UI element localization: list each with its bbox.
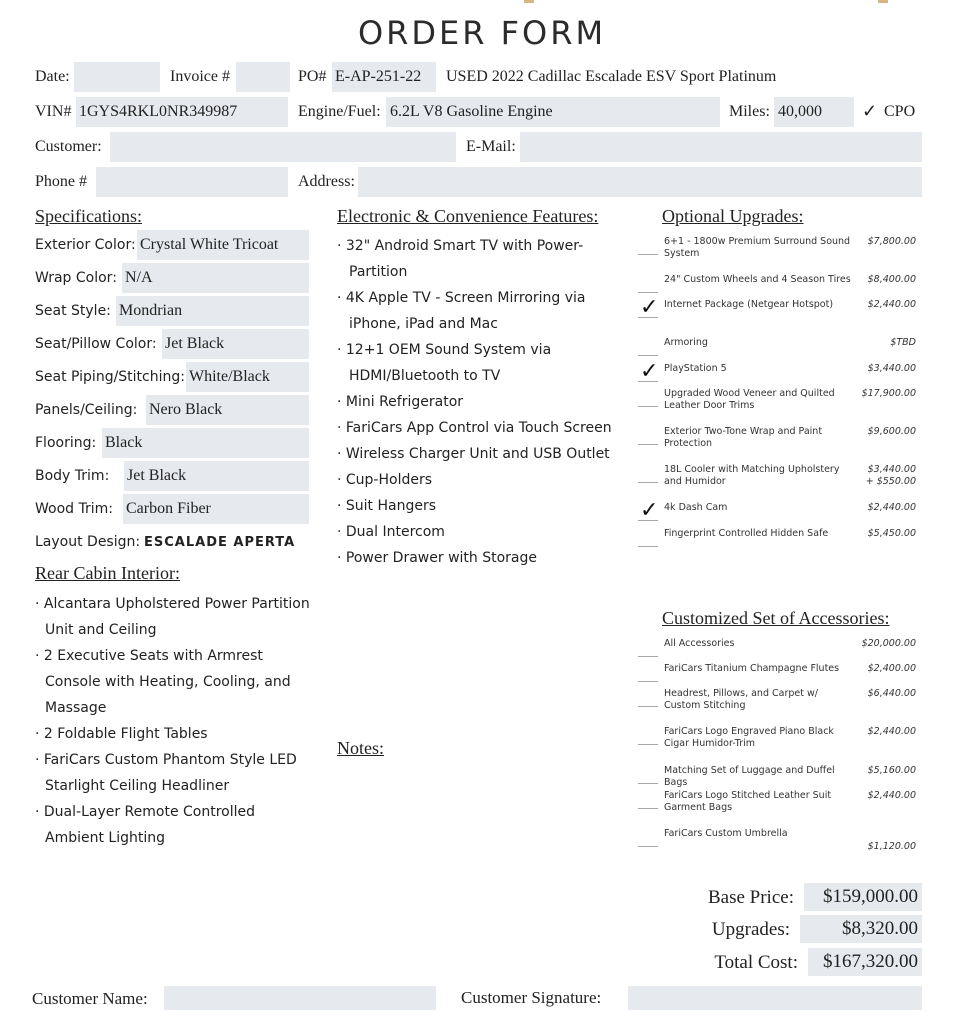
accessory-name: FariCars Titanium Champagne Flutes	[664, 663, 840, 674]
accessory-name: FariCars Custom Umbrella	[664, 828, 788, 839]
spec-label: Seat Style:	[35, 303, 111, 319]
layout-design-value: ESCALADE APERTA	[144, 535, 296, 550]
electronics-heading: Electronic & Convenience Features:	[337, 206, 599, 226]
page-title: ORDER FORM	[357, 14, 607, 52]
upgrade-price: $7,800.00	[867, 236, 916, 247]
list-item: · Mini Refrigerator	[337, 394, 464, 410]
list-item: · Power Drawer with Storage	[337, 550, 537, 566]
customer-signature-field[interactable]	[628, 986, 922, 1010]
rear-cabin-list	[35, 591, 315, 851]
spec-field[interactable]	[116, 296, 309, 326]
accessory-checkbox-line[interactable]	[638, 846, 658, 847]
upgrade-name: 24" Custom Wheels and 4 Season Tires	[664, 274, 851, 285]
total-cost-label: Total Cost:	[714, 952, 798, 973]
customer-label: Customer:	[35, 138, 102, 155]
base-price-value: $159,000.00	[804, 883, 922, 911]
accessory-name: FariCars Logo Stitched Leather Suit Garment Bags	[664, 790, 832, 813]
date-label: Date:	[35, 68, 70, 85]
spec-label: Panels/Ceiling:	[35, 402, 138, 418]
accessory-checkbox-line[interactable]	[638, 706, 658, 707]
upgrade-price: $TBD	[890, 337, 916, 348]
engine-value: 6.2L V8 Gasoline Engine	[390, 103, 553, 120]
spec-value: Nero Black	[149, 401, 223, 418]
spec-label: Seat/Pillow Color:	[35, 336, 157, 352]
engine-field[interactable]	[386, 97, 720, 127]
upgrade-price: $9,600.00	[867, 426, 916, 437]
address-label: Address:	[298, 173, 355, 190]
list-item: · Dual Intercom	[337, 524, 445, 540]
spec-value: Carbon Fiber	[126, 500, 211, 517]
upgrade-checkbox-line[interactable]	[638, 355, 658, 356]
upgrade-checkbox-line[interactable]	[638, 292, 658, 293]
email-label: E-Mail:	[466, 138, 516, 155]
invoice-field[interactable]	[236, 62, 290, 92]
date-field[interactable]	[74, 62, 160, 92]
accessory-price: $6,440.00	[867, 688, 916, 699]
upgrade-name: PlayStation 5	[664, 363, 727, 374]
upgrade-name: Exterior Two-Tone Wrap and Paint Protection	[664, 426, 823, 449]
upgrade-price: $2,440.00	[867, 502, 916, 513]
upgrade-checkbox-line[interactable]	[638, 254, 658, 255]
customer-name-label: Customer Name:	[32, 989, 148, 1008]
upgrade-checkbox-line[interactable]	[638, 482, 658, 483]
upgrade-checkbox-line[interactable]	[638, 406, 658, 407]
upgrade-name: Upgraded Wood Veneer and Quilted Leather Door Trims	[664, 388, 835, 411]
spec-label: Wood Trim:	[35, 501, 113, 517]
cpo-checkmark-icon: ✓	[862, 101, 878, 121]
spec-field[interactable]	[162, 329, 309, 359]
accessory-price: $2,440.00	[867, 726, 916, 737]
accessory-checkbox-line[interactable]	[638, 681, 658, 682]
notes-heading: Notes:	[337, 738, 384, 758]
phone-field[interactable]	[96, 167, 288, 197]
spec-field[interactable]	[124, 461, 309, 491]
upgrade-price: $3,440.00	[867, 363, 916, 374]
accessory-price: $5,160.00	[867, 765, 916, 776]
email-field[interactable]	[520, 132, 922, 162]
list-item: · Alcantara Upholstered Power Partition Unit and Ceiling	[35, 596, 310, 638]
list-item: · FariCars App Control via Touch Screen	[337, 420, 612, 436]
vehicle-description: USED 2022 Cadillac Escalade ESV Sport Platinum	[446, 68, 777, 85]
spec-value: Crystal White Tricoat	[140, 236, 279, 253]
customer-name-field[interactable]	[164, 986, 436, 1010]
vin-field[interactable]	[76, 97, 288, 127]
upgrade-checkbox-line[interactable]	[638, 444, 658, 445]
phone-label: Phone #	[35, 173, 87, 190]
list-item: · 32" Android Smart TV with Power-Partition	[337, 238, 584, 280]
spec-value: Black	[105, 434, 143, 451]
corner-mark-left	[524, 0, 534, 3]
po-label: PO#	[298, 68, 327, 85]
spec-field[interactable]	[146, 395, 309, 425]
vin-value: 1GYS4RKL0NR349987	[79, 103, 238, 120]
spec-field[interactable]	[102, 428, 309, 458]
list-item: · Dual-Layer Remote Controlled Ambient Lighting	[35, 804, 256, 846]
upgrade-checkbox-line[interactable]	[638, 381, 658, 382]
customer-signature-label: Customer Signature:	[461, 988, 602, 1007]
spec-label: Exterior Color:	[35, 237, 136, 253]
layout-design-label: Layout Design:	[35, 534, 141, 550]
accessory-price: $2,440.00	[867, 790, 916, 801]
accessory-name: All Accessories	[664, 638, 735, 649]
checkmark-icon[interactable]: ✓	[640, 498, 659, 523]
accessory-checkbox-line[interactable]	[638, 744, 658, 745]
upgrade-name: Armoring	[664, 337, 708, 348]
list-item: · Suit Hangers	[337, 498, 437, 514]
list-item: · 4K Apple TV - Screen Mirroring via iPhone, iPad and Mac	[337, 290, 586, 332]
spec-label: Flooring:	[35, 435, 97, 451]
checkmark-icon[interactable]: ✓	[640, 295, 659, 320]
upgrade-name: 6+1 - 1800w Premium Surround Sound System	[664, 236, 851, 259]
upgrades-heading: Optional Upgrades:	[662, 206, 804, 226]
accessory-name: Headrest, Pillows, and Carpet w/ Custom Stitching	[664, 688, 818, 711]
accessory-name: Matching Set of Luggage and Duffel Bags	[664, 765, 835, 788]
accessory-price: $2,400.00	[867, 663, 916, 674]
spec-label: Seat Piping/Stitching:	[35, 369, 185, 385]
list-item: · Wireless Charger Unit and USB Outlet	[337, 446, 610, 462]
upgrade-checkbox-line[interactable]	[638, 520, 658, 521]
spec-label: Wrap Color:	[35, 270, 117, 286]
spec-value: N/A	[125, 269, 153, 286]
upgrade-price: $2,440.00	[867, 299, 916, 310]
checkmark-icon[interactable]: ✓	[640, 359, 659, 384]
accessory-checkbox-line[interactable]	[638, 783, 658, 784]
list-item: · 2 Executive Seats with Armrest Console with Heating, Cooling, and Massage	[35, 648, 291, 716]
upgrade-price: $17,900.00	[861, 388, 916, 399]
accessories-heading: Customized Set of Accessories:	[662, 608, 890, 628]
spec-field[interactable]	[122, 263, 309, 293]
upgrade-name: 4k Dash Cam	[664, 502, 728, 513]
upgrade-name: 18L Cooler with Matching Upholstery and Humidor	[664, 464, 840, 487]
engine-label: Engine/Fuel:	[298, 103, 381, 120]
total-cost-value: $167,320.00	[808, 948, 922, 976]
accessory-price: $20,000.00	[861, 638, 916, 649]
spec-value: White/Black	[189, 368, 270, 385]
upgrade-price: $3,440.00 + $550.00	[865, 464, 916, 487]
accessory-name: FariCars Logo Engraved Piano Black Cigar Humidor-Trim	[664, 726, 834, 749]
spec-value: Jet Black	[165, 335, 225, 352]
upgrade-name: Fingerprint Controlled Hidden Safe	[664, 528, 829, 539]
specifications-heading: Specifications:	[35, 206, 142, 226]
miles-label: Miles:	[729, 103, 770, 120]
base-price-label: Base Price:	[707, 887, 794, 908]
spec-field[interactable]	[123, 494, 309, 524]
vin-label: VIN#	[35, 103, 72, 120]
address-field[interactable]	[358, 167, 922, 197]
spec-field[interactable]	[186, 362, 309, 392]
list-item: · FariCars Custom Phantom Style LED Starlight Ceiling Headliner	[35, 752, 297, 794]
list-item: · 2 Foldable Flight Tables	[35, 726, 208, 742]
upgrade-checkbox-line[interactable]	[638, 546, 658, 547]
spec-value: Mondrian	[119, 302, 183, 319]
po-field[interactable]	[332, 62, 436, 92]
invoice-label: Invoice #	[170, 68, 230, 85]
po-value: E-AP-251-22	[335, 68, 422, 85]
spec-label: Body Trim:	[35, 468, 110, 484]
upgrade-price: $5,450.00	[867, 528, 916, 539]
upgrades-total-value: $8,320.00	[800, 915, 922, 943]
cpo-label: CPO	[884, 103, 916, 120]
miles-field[interactable]	[774, 97, 854, 127]
rear-cabin-heading: Rear Cabin Interior:	[35, 563, 180, 583]
upgrade-name: Internet Package (Netgear Hotspot)	[664, 299, 834, 310]
accessory-price: $1,120.00	[867, 841, 916, 852]
accessory-checkbox-line[interactable]	[638, 656, 658, 657]
miles-value: 40,000	[778, 103, 822, 120]
upgrades-total-label: Upgrades:	[711, 919, 790, 940]
upgrade-checkbox-line[interactable]	[638, 317, 658, 318]
list-item: · Cup-Holders	[337, 472, 433, 488]
spec-value: Jet Black	[127, 467, 187, 484]
spec-field[interactable]	[137, 230, 309, 260]
customer-field[interactable]	[110, 132, 456, 162]
list-item: · 12+1 OEM Sound System via HDMI/Bluetooth to TV	[337, 342, 552, 384]
accessory-checkbox-line[interactable]	[638, 808, 658, 809]
upgrade-price: $8,400.00	[867, 274, 916, 285]
corner-mark-right	[878, 0, 888, 3]
electronics-list	[337, 233, 627, 571]
